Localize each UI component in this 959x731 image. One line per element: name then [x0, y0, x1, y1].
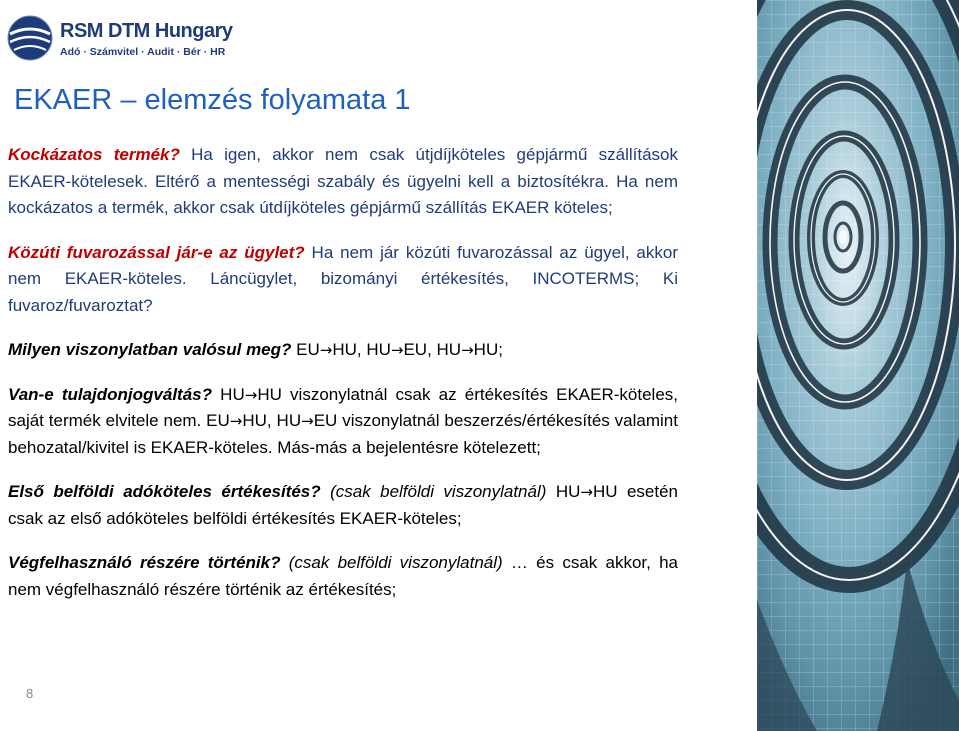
slide-title: EKAER – elemzés folyamata 1 [14, 84, 411, 116]
logo-globe-icon [6, 14, 54, 62]
arrow-right-icon: → [229, 412, 243, 430]
relation-text-3: EU, HU [403, 340, 462, 359]
question-road-transport: Közúti fuvarozással jár-e az ügylet? [8, 242, 305, 262]
spiral-staircase-photo [757, 0, 959, 731]
question-risky-product: Kockázatos termék? [8, 145, 180, 164]
slide-body [8, 142, 678, 603]
question-relation: Milyen viszonylatban valósul meg? [8, 340, 292, 359]
ownership-text-4: EU viszonylatnál beszerzés/értékesítés valamint behozatal/kivitel is EKAER-köteles. Más-más a bejelentésre kötelezett; [8, 411, 678, 457]
relation-text-2: HU, HU [332, 340, 391, 359]
question-ownership: Van-e tulajdonjogváltás? [8, 384, 213, 404]
ownership-text-1: HU [212, 384, 245, 404]
arrow-right-icon: → [319, 341, 333, 359]
company-logo [6, 14, 233, 64]
answer-road-transport: Ha nem jár közúti fuvarozással az ügyel, akkor nem EKAER-köteles. Láncügylet, bizományi értékesítés, INCOTERMS; Ki fuvaroz/fuvaroztat? [8, 242, 678, 315]
paragraph-end-user [8, 550, 678, 603]
staircase-image [757, 0, 959, 731]
logo-tagline: Adó · Számvitel · Audit · Bér · HR [60, 46, 226, 58]
question-end-user: Végfelhasználó részére történik? [8, 553, 281, 572]
paragraph-risky-product [8, 142, 678, 222]
paragraph-road-transport [8, 240, 678, 320]
paragraph-ownership [8, 382, 678, 462]
ownership-text-2: HU viszonylatnál csak az értékesítés EKAER-köteles, saját termék elvitele nem. EU [8, 384, 678, 430]
question-first-sale: Első belföldi adóköteles értékesítés? [8, 482, 321, 501]
arrow-right-icon: → [580, 483, 593, 501]
paragraph-relation [8, 337, 678, 364]
answer-risky-product: Ha igen, akkor nem csak útjdíjköteles gépjármű szállítások EKAER-kötelesek. Eltérő a mentességi szabály és ügyelni kell a biztosítékra. Ha nem kockázatos a termék, akkor csak útdíjköteles gépjármű szállítás EKAER köteles; [8, 145, 679, 217]
paragraph-first-sale [8, 479, 678, 532]
page-number: 8 [26, 686, 34, 701]
arrow-right-icon: → [301, 412, 314, 430]
arrow-right-icon: → [461, 341, 474, 359]
ownership-text-3: HU, HU [242, 411, 302, 430]
relation-text-1: EU [291, 340, 320, 359]
note-end-user: (csak belföldi viszonylatnál) [280, 553, 503, 572]
note-first-sale: (csak belföldi viszonylatnál) [320, 482, 547, 501]
answer-end-user: … és csak akkor, ha nem végfelhasználó részére történik az értékesítés; [8, 553, 678, 599]
arrow-right-icon: → [244, 385, 258, 404]
relation-text-4: HU; [473, 340, 503, 359]
arrow-right-icon: → [390, 341, 404, 359]
logo-company-name: RSM DTM Hungary [60, 20, 233, 42]
first-sale-text-1: HU [546, 482, 581, 501]
first-sale-text-2: HU esetén csak az első adóköteles belföldi értékesítés EKAER-köteles; [8, 482, 678, 528]
